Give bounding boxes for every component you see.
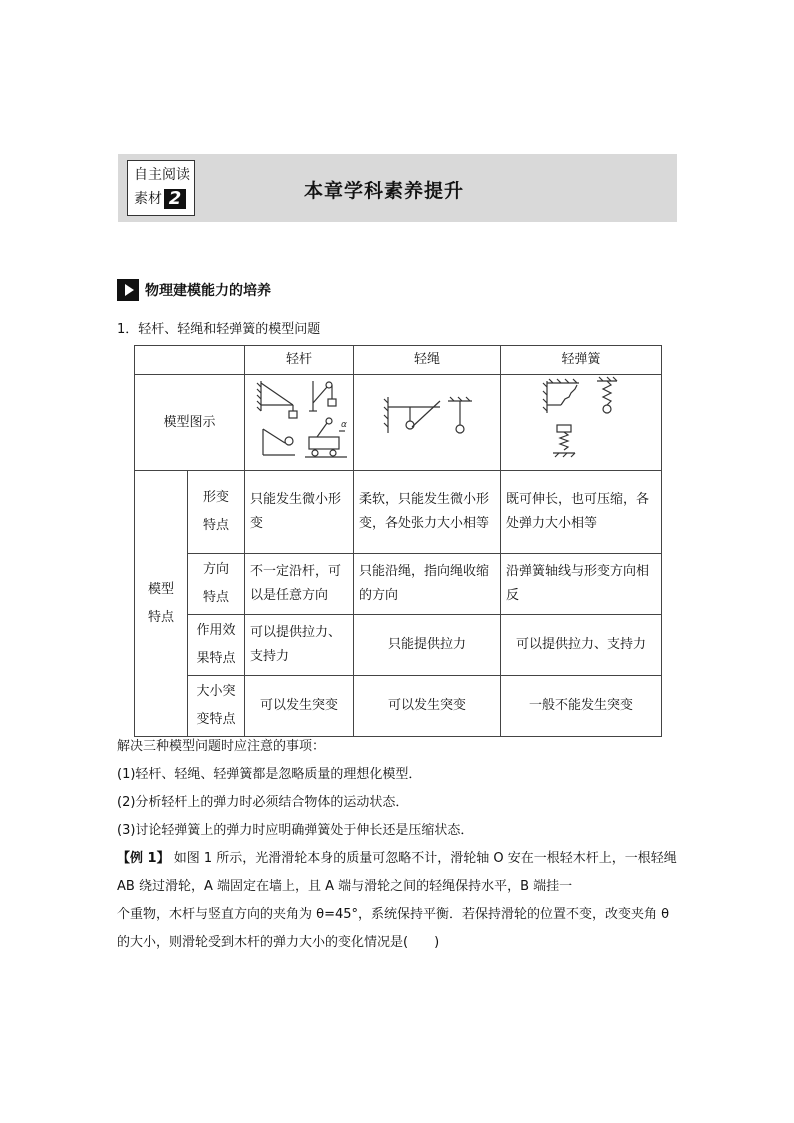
cell-rod-mutation: 可以发生突变 bbox=[245, 676, 354, 737]
notes-intro: 解决三种模型问题时应注意的事项： bbox=[117, 739, 326, 754]
example-tag: 【例 1】 bbox=[117, 851, 170, 866]
note-item: (2)分析轻杆上的弹力时必须结合物体的运动状态． bbox=[117, 795, 409, 810]
badge-line2: 素材 bbox=[134, 191, 162, 207]
example-paragraph bbox=[117, 845, 682, 901]
note-item: (3)讨论轻弹簧上的弹力时应明确弹簧处于伸长还是压缩状态． bbox=[117, 823, 474, 838]
row-label-deform bbox=[188, 471, 245, 554]
cell-rod-effect: 可以提供拉力、支持力 bbox=[245, 615, 354, 676]
cell-rope-deform: 柔软，只能发生微小形变，各处张力大小相等 bbox=[354, 471, 501, 554]
rope-diagram bbox=[354, 375, 500, 461]
row-label-text: 方向特点 bbox=[202, 562, 229, 605]
row-label-text: 作用效果特点 bbox=[196, 623, 236, 666]
cell-spring-mutation: 一般不能发生突变 bbox=[501, 676, 662, 737]
badge-line1: 自主阅读 bbox=[134, 167, 190, 183]
note-item: (1)轻杆、轻绳、轻弹簧都是忽略质量的理想化模型． bbox=[117, 767, 422, 782]
row-label-text: 大小突变特点 bbox=[196, 684, 236, 727]
group-label-text: 模型特点 bbox=[147, 581, 174, 625]
cell-rope-mutation: 可以发生突变 bbox=[354, 676, 501, 737]
table-corner bbox=[135, 346, 245, 375]
cell-rope-effect: 只能提供拉力 bbox=[354, 615, 501, 676]
reading-badge bbox=[127, 160, 195, 216]
cell-rod-direction: 不一定沿杆，可以是任意方向 bbox=[245, 554, 354, 615]
alpha-label: α bbox=[341, 420, 347, 430]
spring-diagram bbox=[501, 375, 661, 461]
rod-diagram-cell bbox=[245, 375, 354, 471]
rope-diagram-cell bbox=[354, 375, 501, 471]
cell-spring-direction: 沿弹簧轴线与形变方向相反 bbox=[501, 554, 662, 615]
group-label bbox=[135, 471, 188, 737]
spring-diagram-cell bbox=[501, 375, 662, 471]
diagram-row-label: 模型图示 bbox=[135, 375, 245, 471]
row-label-direction bbox=[188, 554, 245, 615]
row-label-text: 形变特点 bbox=[202, 490, 229, 533]
rod-diagram bbox=[245, 375, 353, 461]
chapter-banner bbox=[118, 154, 677, 222]
section-heading bbox=[117, 279, 271, 301]
play-icon bbox=[117, 279, 139, 301]
row-label-effect bbox=[188, 615, 245, 676]
chapter-title: 本章学科素养提升 bbox=[304, 180, 465, 202]
notes-block bbox=[117, 733, 682, 957]
row-label-mutation bbox=[188, 676, 245, 737]
cell-spring-effect: 可以提供拉力、支持力 bbox=[501, 615, 662, 676]
badge-number: 2 bbox=[164, 189, 186, 209]
section-title: 物理建模能力的培养 bbox=[145, 283, 271, 299]
header-rope: 轻绳 bbox=[354, 346, 501, 375]
subsection-title: 1．轻杆、轻绳和轻弹簧的模型问题 bbox=[117, 322, 321, 337]
cell-rod-deform: 只能发生微小形变 bbox=[245, 471, 354, 554]
cell-rope-direction: 只能沿绳，指向绳收缩的方向 bbox=[354, 554, 501, 615]
header-spring: 轻弹簧 bbox=[501, 346, 662, 375]
model-table bbox=[134, 345, 662, 737]
cell-spring-deform: 既可伸长，也可压缩，各处弹力大小相等 bbox=[501, 471, 662, 554]
example-text-2: 个重物，木杆与竖直方向的夹角为 θ=45°，系统保持平衡．若保持滑轮的位置不变，改变夹角 θ 的大小，则滑轮受到木杆的弹力大小的变化情况是( ) bbox=[117, 907, 670, 950]
header-rod: 轻杆 bbox=[245, 346, 354, 375]
example-text-1: 如图 1 所示，光滑滑轮本身的质量可忽略不计，滑轮轴 O 安在一根轻木杆上，一根轻绳 AB 绕过滑轮，A 端固定在墙上，且 A 端与滑轮之间的轻绳保持水平，B 端挂一 bbox=[117, 851, 677, 894]
